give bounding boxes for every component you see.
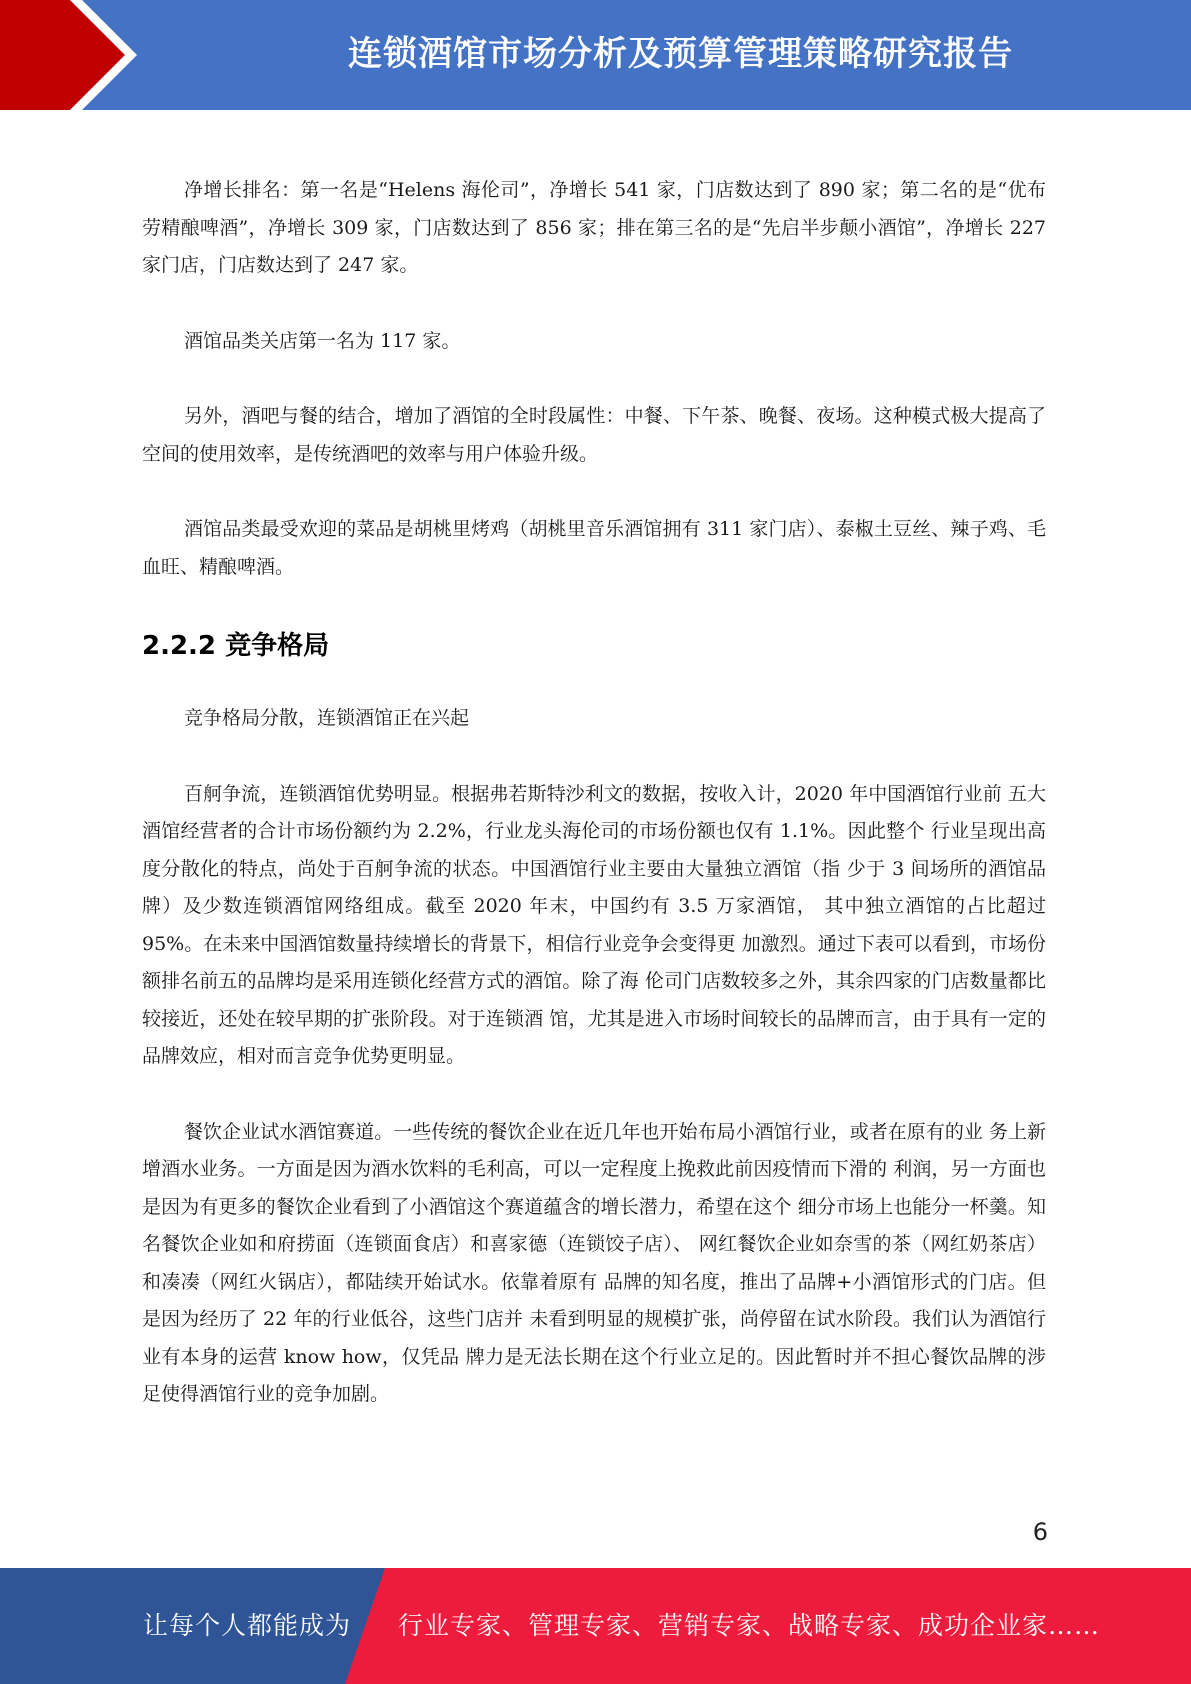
section-heading: 2.2.2 竞争格局 [142,631,330,661]
main-content [142,172,1046,1452]
footer-slogan-left: 让每个人都能成为 [143,1611,352,1640]
page-footer [0,1568,1191,1684]
paragraph-all-day-model: 另外，酒吧与餐的结合，增加了酒馆的全时段属性：中餐、下午茶、晚餐、夜场。这种模式极大提高了空间的使用效率，是传统酒吧的效率与用户体验升级。 [142,405,1046,465]
page-number: 6 [1032,1518,1048,1546]
paragraph-closures: 酒馆品类关店第一名为 117 家。 [184,329,461,352]
page-header [0,0,1191,110]
paragraph-competition-summary: 竞争格局分散，连锁酒馆正在兴起 [184,707,470,729]
header-arrow-decoration [0,0,170,110]
paragraph-popular-dishes: 酒馆品类最受欢迎的菜品是胡桃里烤鸡（胡桃里音乐酒馆拥有 311 家门店）、泰椒土豆丝、辣子鸡、毛血旺、精酿啤酒。 [142,518,1046,578]
report-title: 连锁酒馆市场分析及预算管理策略研究报告 [348,34,1013,74]
footer-slogan-right: 行业专家、管理专家、营销专家、战略专家、成功企业家…… [398,1611,1101,1640]
paragraph-net-growth-ranking: 净增长排名：第一名是“Helens 海伦司”，净增长 541 家，门店数达到了 890 家；第二名的是“优布劳精酿啤酒”，净增长 309 家，门店数达到了 856 家；排在第三名的是“先启半步颠小酒馆”，净增长 227 家门店，门店数达到了 247 家。 [142,179,1046,276]
paragraph-restaurant-entry: 餐饮企业试水酒馆赛道。一些传统的餐饮企业在近几年也开始布局小酒馆行业，或者在原有的业 务上新增酒水业务。一方面是因为酒水饮料的毛利高，可以一定程度上挽救此前因疫情而下滑的 利润，另一方面也是因为有更多的餐饮企业看到了小酒馆这个赛道蕴含的增长潜力，希望在这个 细分市场上也能分一杯羹。知名餐饮企业如和府捞面（连锁面食店）和喜家德（连锁饺子店）、 网红餐饮企业如奈雪的茶（网红奶茶店）和凑凑（网红火锅店），都陆续开始试水。依靠着原有 品牌的知名度，推出了品牌+小酒馆形式的门店。但是因为经历了 22 年的行业低谷，这些门店并 未看到明显的规模扩张，尚停留在试水阶段。我们认为酒馆行业有本身的运营 know how，仅凭品 牌力是无法长期在这个行业立足的。因此暂时并不担心餐饮品牌的涉足使得酒馆行业的竞争加剧。 [142,1120,1046,1405]
paragraph-chain-advantage: 百舸争流，连锁酒馆优势明显。根据弗若斯特沙利文的数据，按收入计，2020 年中国酒馆行业前 五大酒馆经营者的合计市场份额约为 2.2%，行业龙头海伦司的市场份额也仅有 1.1%。因此整个 行业呈现出高度分散化的特点，尚处于百舸争流的状态。中国酒馆行业主要由大量独立酒馆（指 少于 3 间场所的酒馆品牌）及少数连锁酒馆网络组成。截至 2020 年末，中国约有 3.5 万家酒馆， 其中独立酒馆的占比超过 95%。在未来中国酒馆数量持续增长的背景下，相信行业竞争会变得更 加激烈。通过下表可以看到，市场份额排名前五的品牌均是采用连锁化经营方式的酒馆。除了海 伦司门店数较多之外，其余四家的门店数量都比较接近，还处在较早期的扩张阶段。对于连锁酒 馆，尤其是进入市场时间较长的品牌而言，由于具有一定的品牌效应，相对而言竞争优势更明显。 [142,782,1046,1067]
